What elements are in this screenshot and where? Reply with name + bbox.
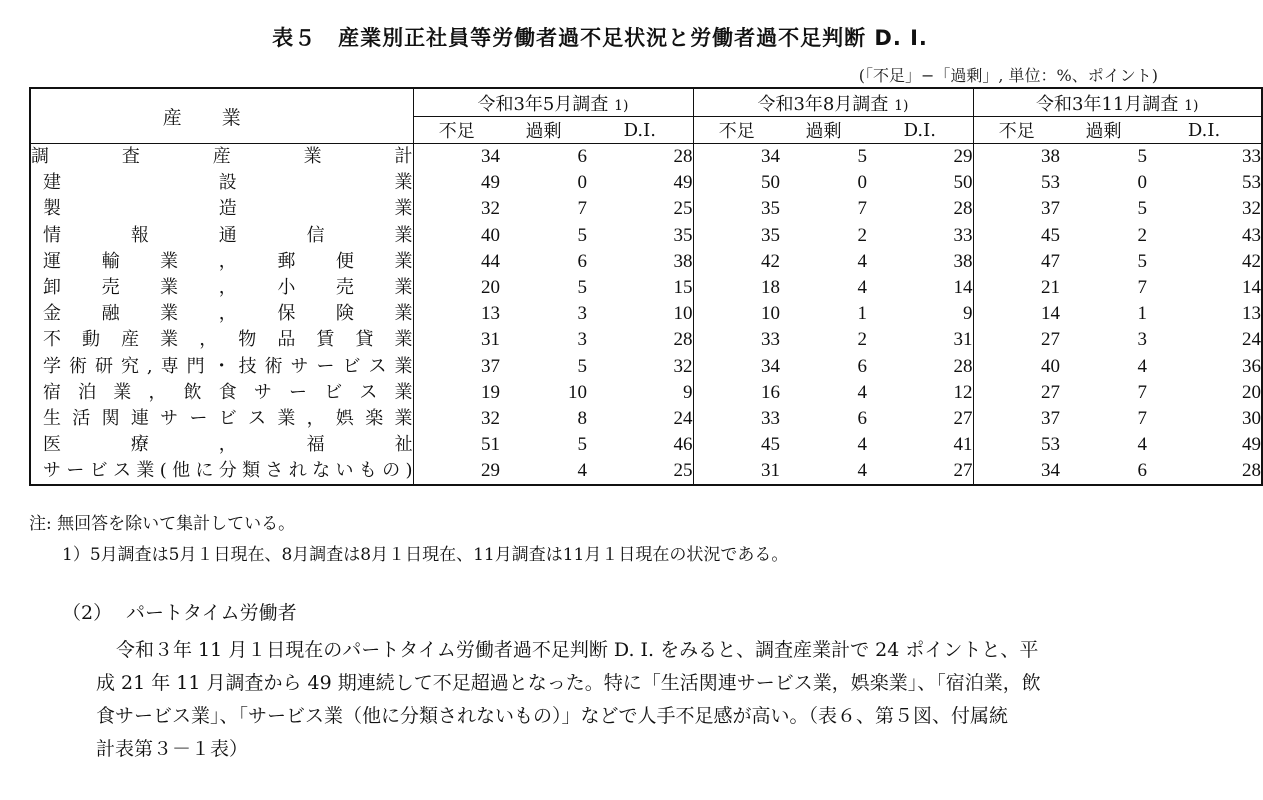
cell-shortage: 10 <box>693 301 780 327</box>
cell-surplus: 0 <box>577 172 587 194</box>
cell-surplus: 4 <box>500 458 587 485</box>
cell-di: 32 <box>1147 196 1262 222</box>
cell-surplus: 1 <box>1137 303 1147 325</box>
cell-di: 38 <box>673 250 693 272</box>
table-row-construction <box>30 170 1262 196</box>
cell-surplus: 1 <box>857 303 867 325</box>
cell-di: 28 <box>953 198 973 220</box>
subheader-shortage: 不足 <box>693 117 780 144</box>
cell-surplus: 0 <box>1137 172 1147 194</box>
cell-shortage: 20 <box>413 275 500 301</box>
cell-di: 35 <box>673 224 693 246</box>
cell-shortage: 18 <box>693 275 780 301</box>
cell-shortage: 40 <box>973 354 1060 380</box>
industry-cell: 金融業，保険業 <box>30 301 413 327</box>
cell-shortage: 51 <box>413 432 500 458</box>
cell-di: 41 <box>953 434 973 456</box>
industry-cell: 製造業 <box>30 196 413 222</box>
cell-surplus: 2 <box>857 329 867 351</box>
cell-surplus: 3 <box>1137 329 1147 351</box>
cell-surplus: 5 <box>1137 146 1147 168</box>
cell-shortage: 50 <box>693 170 780 196</box>
cell-di: 53 <box>1147 170 1262 196</box>
cell-di: 29 <box>953 146 973 168</box>
industry-cell: 調査産業計 <box>30 144 413 171</box>
cell-di: 28 <box>1147 458 1262 485</box>
cell-di: 31 <box>953 329 973 351</box>
cell-shortage: 16 <box>693 380 780 406</box>
table-row-wholesale-retail <box>30 275 1262 301</box>
cell-shortage: 53 <box>973 432 1060 458</box>
cell-shortage: 34 <box>413 144 500 171</box>
survey-header-nov: 令和3年11月調査 1) <box>973 88 1262 117</box>
table-row-lifestyle-amusement <box>30 406 1262 432</box>
cell-surplus: 7 <box>1137 381 1147 403</box>
industry-cell: 運輸業，郵便業 <box>30 249 413 275</box>
cell-di: 38 <box>953 250 973 272</box>
table-row-services-other <box>30 458 1262 485</box>
cell-shortage: 37 <box>413 354 500 380</box>
cell-surplus: 4 <box>857 250 867 272</box>
cell-shortage: 49 <box>413 170 500 196</box>
cell-shortage: 44 <box>413 249 500 275</box>
industry-cell: 学術研究,専門・技術サービス業 <box>30 354 413 380</box>
subheader-di: D.I. <box>867 117 973 144</box>
cell-surplus: 3 <box>577 303 587 325</box>
cell-surplus: 3 <box>577 329 587 351</box>
section-number: （2） <box>62 602 113 624</box>
cell-di: 14 <box>1147 275 1262 301</box>
footnote-main: 注: 無回答を除いて集計している。 <box>29 514 296 534</box>
subheader-di: D.I. <box>587 117 693 144</box>
industry-cell: 卸売業，小売業 <box>30 275 413 301</box>
cell-shortage: 37 <box>973 406 1060 432</box>
cell-surplus: 4 <box>1137 434 1147 456</box>
cell-shortage: 40 <box>413 223 500 249</box>
cell-surplus: 4 <box>780 458 867 485</box>
cell-surplus: 6 <box>1060 458 1147 485</box>
subheader-shortage: 不足 <box>973 117 1060 144</box>
cell-shortage: 35 <box>693 196 780 222</box>
cell-surplus: 6 <box>577 146 587 168</box>
cell-shortage: 31 <box>693 458 780 485</box>
cell-surplus: 7 <box>577 198 587 220</box>
cell-surplus: 4 <box>857 277 867 299</box>
table-body <box>30 144 1262 486</box>
cell-di: 32 <box>673 355 693 377</box>
cell-shortage: 14 <box>973 301 1060 327</box>
industry-header: 産業 <box>30 88 413 144</box>
section-paragraph <box>96 634 1174 766</box>
subheader-surplus: 過剰 <box>500 117 587 144</box>
cell-di: 28 <box>953 355 973 377</box>
table-row-manufacturing <box>30 196 1262 222</box>
survey-header-aug: 令和3年8月調査 1) <box>693 88 973 117</box>
cell-surplus: 5 <box>1137 250 1147 272</box>
cell-surplus: 2 <box>857 224 867 246</box>
cell-shortage: 31 <box>413 327 500 353</box>
cell-di: 27 <box>867 458 973 485</box>
cell-surplus: 5 <box>577 355 587 377</box>
cell-shortage: 42 <box>693 249 780 275</box>
cell-di: 28 <box>673 329 693 351</box>
table-title: 表５ 産業別正社員等労働者過不足状況と労働者過不足判断 D. I. <box>272 26 928 50</box>
table-row-info-comm <box>30 223 1262 249</box>
table-row-total <box>30 144 1262 171</box>
cell-di: 36 <box>1147 354 1262 380</box>
cell-surplus: 5 <box>577 434 587 456</box>
labor-shortage-table <box>29 87 1263 486</box>
cell-di: 49 <box>1147 432 1262 458</box>
cell-surplus: 7 <box>1137 277 1147 299</box>
cell-di: 28 <box>673 146 693 168</box>
cell-shortage: 27 <box>973 327 1060 353</box>
cell-di: 24 <box>673 407 693 429</box>
cell-shortage: 32 <box>413 196 500 222</box>
cell-shortage: 33 <box>693 406 780 432</box>
cell-di: 24 <box>1147 327 1262 353</box>
cell-surplus: 8 <box>577 407 587 429</box>
cell-surplus: 6 <box>857 355 867 377</box>
cell-shortage: 29 <box>413 458 500 485</box>
cell-surplus: 6 <box>577 250 587 272</box>
cell-shortage: 34 <box>973 458 1060 485</box>
cell-di: 25 <box>673 198 693 220</box>
industry-cell: 生活関連サービス業，娯楽業 <box>30 406 413 432</box>
paragraph-line: 食サービス業」、「サービス業（他に分類されないもの）」などで人手不足感が高い。（表６、第５図、付属統 <box>96 705 1009 727</box>
cell-di: 33 <box>1147 144 1262 171</box>
cell-shortage: 53 <box>973 170 1060 196</box>
cell-shortage: 13 <box>413 301 500 327</box>
cell-di: 43 <box>1147 223 1262 249</box>
cell-shortage: 34 <box>693 354 780 380</box>
cell-shortage: 45 <box>973 223 1060 249</box>
cell-di: 9 <box>963 303 973 325</box>
table-row-transport-postal <box>30 249 1262 275</box>
subheader-surplus: 過剰 <box>1060 117 1147 144</box>
cell-shortage: 21 <box>973 275 1060 301</box>
cell-shortage: 34 <box>693 144 780 171</box>
cell-di: 27 <box>953 407 973 429</box>
subheader-shortage: 不足 <box>413 117 500 144</box>
cell-di: 33 <box>953 224 973 246</box>
subheader-di: D.I. <box>1147 117 1262 144</box>
cell-shortage: 32 <box>413 406 500 432</box>
cell-shortage: 19 <box>413 380 500 406</box>
header-row-surveys <box>30 88 1262 117</box>
section-heading: パートタイム労働者 <box>126 602 297 624</box>
paragraph-line: 令和３年 11 月１日現在のパートタイム労働者過不足判断 D. I. をみると、調査産業計で 24 ポイントと、平 <box>116 639 1039 661</box>
cell-shortage: 35 <box>693 223 780 249</box>
cell-di: 14 <box>953 277 973 299</box>
cell-surplus: 5 <box>1137 198 1147 220</box>
industry-cell: 医療，福祉 <box>30 432 413 458</box>
cell-surplus: 0 <box>857 172 867 194</box>
cell-di: 30 <box>1147 406 1262 432</box>
table-row-accommodation-food <box>30 380 1262 406</box>
cell-di: 10 <box>673 303 693 325</box>
subheader-surplus: 過剰 <box>780 117 867 144</box>
table-row-finance-insurance <box>30 301 1262 327</box>
cell-shortage: 37 <box>973 196 1060 222</box>
cell-di: 13 <box>1147 301 1262 327</box>
cell-shortage: 33 <box>693 327 780 353</box>
cell-surplus: 2 <box>1137 224 1147 246</box>
cell-surplus: 4 <box>1137 355 1147 377</box>
industry-cell: サービス業(他に分類されないもの) <box>30 458 413 485</box>
cell-surplus: 4 <box>857 381 867 403</box>
table-row-realestate-rental <box>30 327 1262 353</box>
cell-shortage: 45 <box>693 432 780 458</box>
cell-di: 42 <box>1147 249 1262 275</box>
unit-note: (「不足」−「過剰」, 単位：%、ポイント) <box>858 66 1158 85</box>
industry-cell: 情報通信業 <box>30 223 413 249</box>
industry-cell: 建設業 <box>30 170 413 196</box>
cell-surplus: 5 <box>857 146 867 168</box>
cell-surplus: 4 <box>857 434 867 456</box>
cell-di: 20 <box>1147 380 1262 406</box>
cell-surplus: 6 <box>857 407 867 429</box>
cell-shortage: 38 <box>973 144 1060 171</box>
cell-surplus: 10 <box>568 381 587 403</box>
cell-di: 49 <box>673 172 693 194</box>
paragraph-line: 計表第３－１表） <box>96 738 249 760</box>
industry-cell: 不動産業，物品賃貸業 <box>30 327 413 353</box>
cell-surplus: 7 <box>857 198 867 220</box>
cell-shortage: 47 <box>973 249 1060 275</box>
cell-di: 25 <box>587 458 693 485</box>
industry-cell: 宿泊業，飲食サービス業 <box>30 380 413 406</box>
cell-di: 46 <box>673 434 693 456</box>
cell-di: 9 <box>683 381 693 403</box>
table-row-science-tech <box>30 354 1262 380</box>
cell-surplus: 5 <box>577 277 587 299</box>
cell-shortage: 27 <box>973 380 1060 406</box>
cell-surplus: 7 <box>1137 407 1147 429</box>
cell-di: 50 <box>953 172 973 194</box>
cell-surplus: 5 <box>577 224 587 246</box>
footnote-1: 1）5月調査は5月１日現在、8月調査は8月１日現在、11月調査は11月１日現在の状況である。 <box>62 545 789 565</box>
survey-header-may: 令和3年5月調査 1) <box>413 88 693 117</box>
table-row-medical-welfare <box>30 432 1262 458</box>
paragraph-line: 成 21 年 11 月調査から 49 期連続して不足超過となった。特に「生活関連サービス業，娯楽業」、「宿泊業，飲 <box>96 672 1041 694</box>
cell-di: 15 <box>673 277 693 299</box>
cell-di: 12 <box>953 381 973 403</box>
